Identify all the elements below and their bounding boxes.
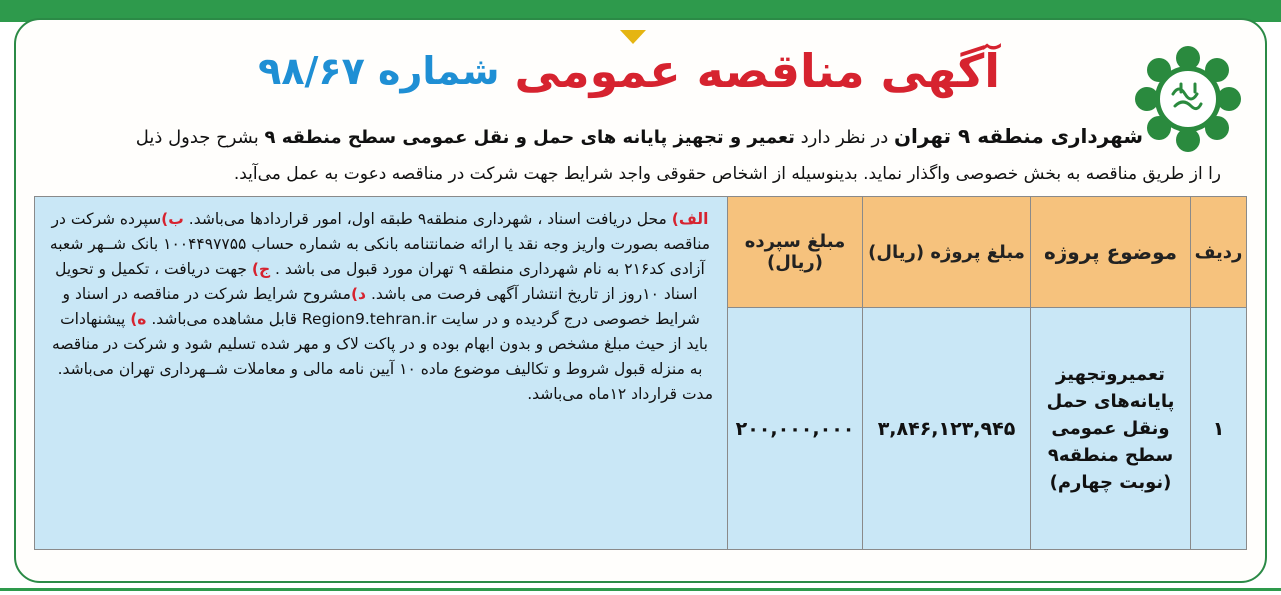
term-key-c: ج) <box>251 260 271 278</box>
bottom-green-line <box>0 588 1281 591</box>
tender-subject: تعمیر و تجهیز پایانه های حمل و نقل عمومی سطح منطقه ۹ <box>264 127 795 148</box>
top-notch-marker <box>620 30 646 44</box>
term-text-d: مشروح شرایط شرکت در مناقصه در اسناد و شرایط خصوصی درج گردیده و در سایت Region9.tehran.ir قابل مشاهده می‌باشد. <box>62 285 700 328</box>
cell-project-amount: ۳,۸۴۶,۱۲۳,۹۴۵ <box>863 308 1031 550</box>
tehran-municipality-logo-icon <box>1133 44 1243 154</box>
title-main: آگهی مناقصه عمومی <box>514 44 1000 98</box>
term-text-a: محل دریافت اسناد ، شهرداری منطقه۹ طبقه اول، امور قراردادها می‌باشد. <box>188 210 672 228</box>
term-text-b: سپرده شرکت در مناقصه بصورت واریز وجه نقد یا ارائه ضمانتنامه بانکی به شماره حساب ۱۰۰۴۴۹۷۷۵۵ بانک شــهر شعبه آزادی کد۲۱۶ به نام شهرداری منطقه ۹ تهران مورد قبول می باشد . <box>49 210 711 278</box>
intro-text-b: بشرح جدول ذیل <box>135 127 265 148</box>
term-key-e: ه) <box>130 310 147 328</box>
header-deposit-amount: مبلغ سپرده (ریال) <box>728 197 863 308</box>
cell-row-no: ۱ <box>1191 308 1247 550</box>
term-key-b: ب) <box>161 210 184 228</box>
notice-title <box>258 44 1000 114</box>
cell-subject: تعمیروتجهیز پایانه‌های حمل ونقل عمومی سطح منطقه۹ (نوبت چهارم) <box>1031 308 1191 550</box>
header-project-amount: مبلغ پروژه (ریال) <box>863 197 1031 308</box>
title-number: شماره ۹۸/۶۷ <box>258 49 500 93</box>
header-subject: موضوع پروژه <box>1031 197 1191 308</box>
org-name: شهرداری منطقه ۹ تهران <box>893 124 1143 148</box>
term-key-d: د) <box>350 285 366 303</box>
term-text-e: پیشنهادات باید از حیث مبلغ مشخص و بدون ابهام بوده و در پاکت لاک و مهر شده تسلیم شود و شرکت در مناقصه به منزله قبول شروط و تکالیف موضوع ماده ۱۰ آیین نامه مالی و معاملات شــهرداری تهران می‌باشد. مدت قرارداد ۱۲ماه می‌باشد. <box>52 310 713 403</box>
header-row-no: ردیف <box>1191 197 1247 308</box>
term-text-c: جهت دریافت ، تکمیل و تحویل اسناد ۱۰روز از تاریخ انتشار آگهی فرصت می باشد. <box>55 260 698 303</box>
terms-cell <box>35 197 728 550</box>
cell-deposit-amount: ۲۰۰,۰۰۰,۰۰۰ <box>728 308 863 550</box>
intro-line-1 <box>135 124 1143 148</box>
term-key-a: الف) <box>671 210 709 228</box>
table-header-row <box>35 197 1247 308</box>
intro-text-a: در نظر دارد <box>794 127 894 148</box>
intro-line-2: را از طریق مناقصه به بخش خصوصی واگذار نماید. بدینوسیله از اشخاص حقوقی واجد شرایط جهت شرکت در مناقصه دعوت به عمل می‌آید. <box>233 164 1221 184</box>
tender-table <box>34 196 1247 550</box>
